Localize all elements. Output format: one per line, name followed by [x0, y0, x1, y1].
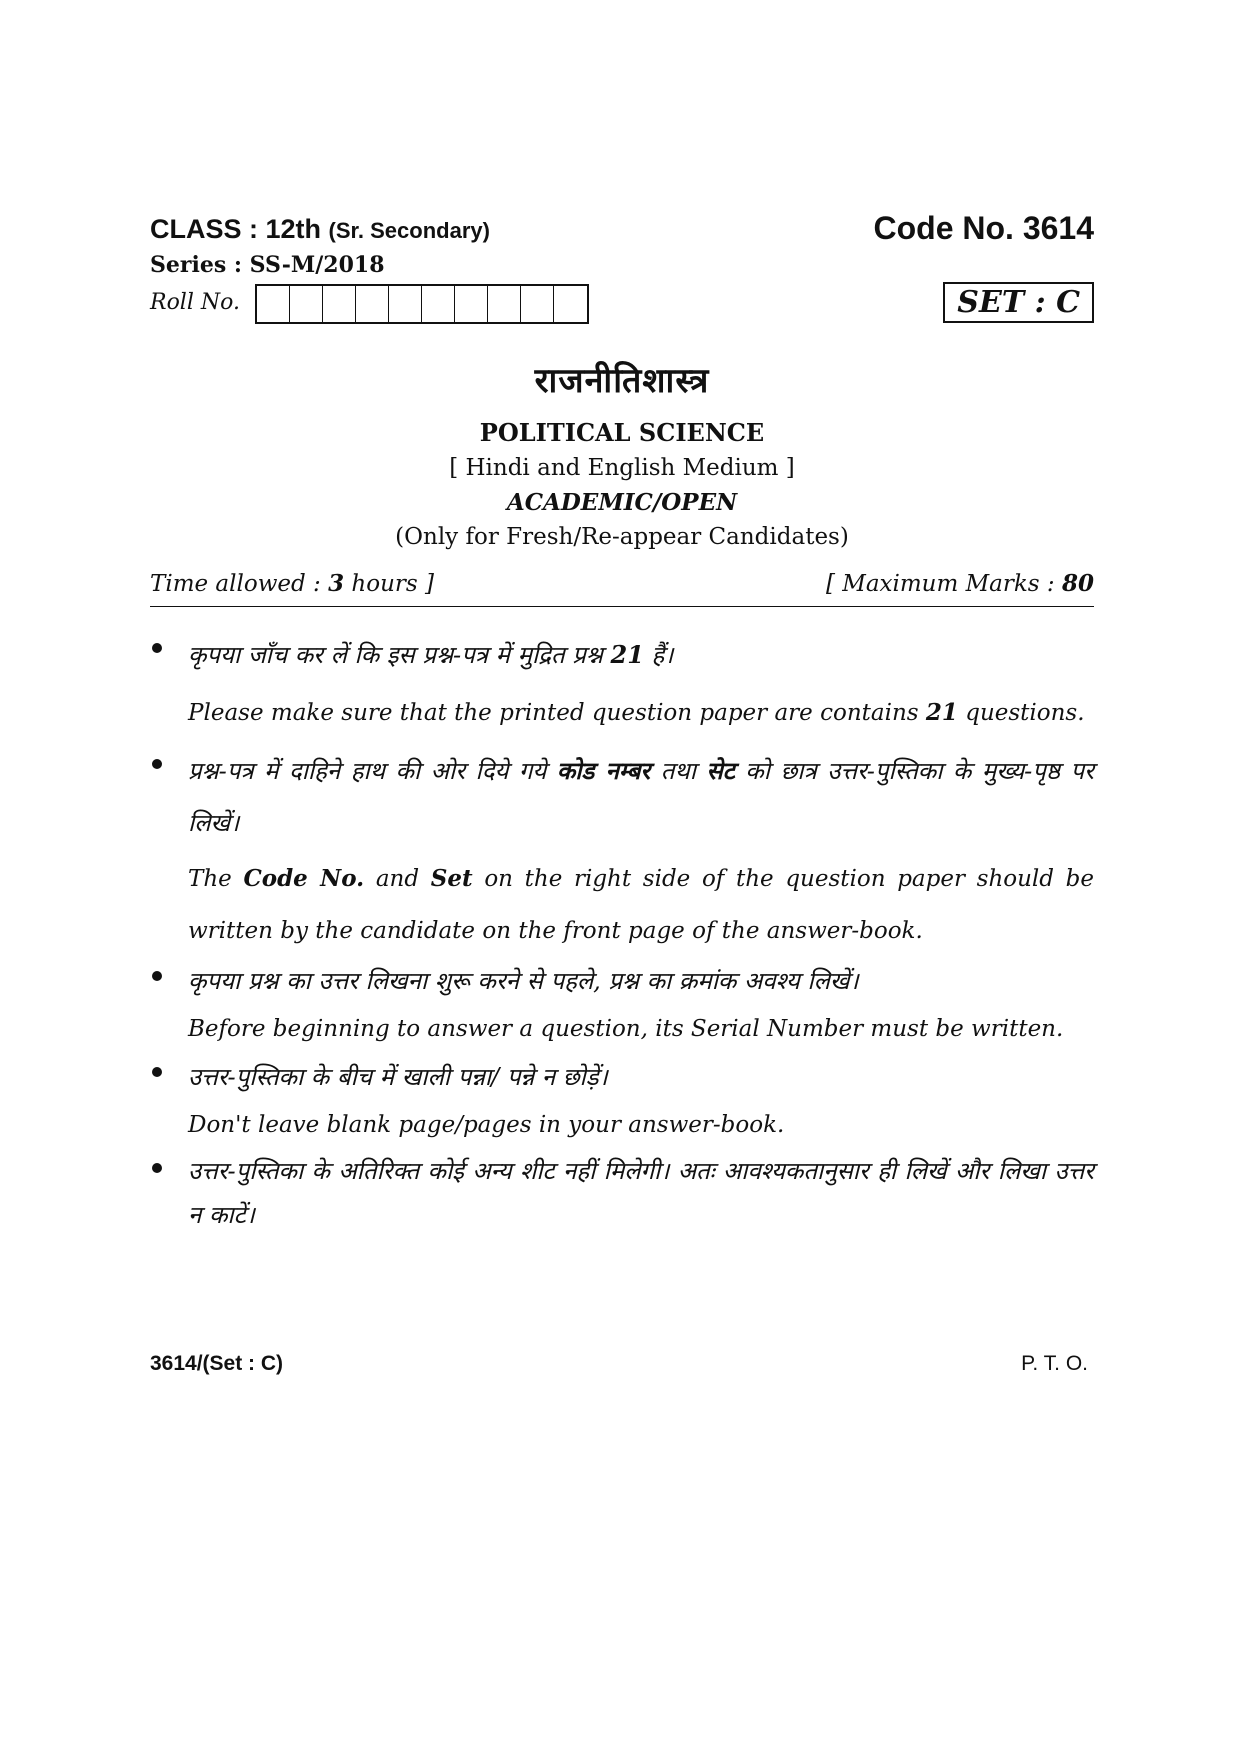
roll-digit-box — [323, 286, 356, 322]
text: on the right side of the question paper should be written by the candidate on the front page of the answer-book. — [188, 866, 1095, 944]
time-value: 3 — [328, 570, 345, 597]
instruction-item — [150, 957, 1094, 1053]
series-label: Series : SS-M/2018 — [150, 252, 385, 278]
time-suffix: hours ] — [344, 571, 434, 597]
roll-digit-box — [356, 286, 389, 322]
class-label: CLASS : 12th — [150, 214, 322, 244]
question-paper-cover — [150, 210, 1094, 1237]
marks-prefix: [ Maximum Marks : — [825, 571, 1062, 597]
text: Please make sure that the printed question paper are contains — [188, 700, 926, 726]
bullet-icon — [152, 971, 162, 981]
roll-digit-box — [290, 286, 323, 322]
roll-digit-box — [257, 286, 290, 322]
bullet-icon — [152, 759, 162, 769]
set-term: सेट — [706, 756, 735, 785]
text: को छात्र उत्तर-पुस्तिका के मुख्य-पृष्ठ पर लिखें। — [188, 757, 1094, 837]
maximum-marks — [826, 570, 1094, 597]
paper-code-footer: 3614/(Set : C) — [150, 1352, 284, 1375]
text: and — [364, 866, 431, 892]
text: प्रश्न-पत्र में दाहिने हाथ की ओर दिये गये — [188, 757, 557, 785]
instruction-hindi: उत्तर-पुस्तिका के बीच में खाली पन्ना/ पन्ने न छोड़ें। — [188, 1063, 608, 1091]
instruction-item — [150, 1149, 1094, 1237]
marks-value: 80 — [1061, 570, 1094, 597]
instruction-english: Before beginning to answer a question, its Serial Number must be written. — [188, 1016, 1064, 1042]
code-number-term: Code No. — [243, 865, 365, 892]
roll-digit-box — [521, 286, 554, 322]
roll-digit-box — [554, 286, 587, 322]
set-term: Set — [430, 865, 473, 892]
instruction-hindi — [188, 629, 1094, 681]
instruction-english: Don't leave blank page/pages in your answer-book. — [188, 1112, 785, 1138]
instruction-english — [188, 853, 1094, 957]
roll-number-boxes — [255, 284, 589, 324]
roll-digit-box — [455, 286, 488, 322]
time-prefix: Time allowed : — [150, 571, 329, 597]
stream-label: ACADEMIC/OPEN — [506, 489, 738, 516]
instruction-item — [150, 1053, 1094, 1149]
question-count: 21 — [925, 699, 958, 726]
text: तथा — [650, 757, 707, 785]
code-number: Code No. 3614 — [873, 210, 1094, 246]
time-marks-row — [150, 568, 1094, 607]
header-row — [150, 210, 1094, 250]
candidates-note: (Only for Fresh/Re-appear Candidates) — [395, 524, 849, 550]
medium-note: [ Hindi and English Medium ] — [449, 455, 795, 481]
class-line — [150, 214, 490, 245]
instruction-english — [188, 687, 1094, 739]
bullet-icon — [152, 1163, 162, 1173]
hindi-subject-title: राजनीतिशास्त्र — [534, 361, 710, 401]
text: questions. — [957, 700, 1085, 726]
set-badge: SET : C — [943, 282, 1094, 323]
page-footer — [150, 1352, 1088, 1382]
english-subject-title: POLITICAL SCIENCE — [479, 418, 765, 447]
time-allowed — [150, 570, 434, 597]
roll-digit-box — [422, 286, 455, 322]
instruction-item — [150, 629, 1094, 739]
pto-label: P. T. O. — [1021, 1352, 1088, 1375]
roll-digit-box — [389, 286, 422, 322]
roll-digit-box — [488, 286, 521, 322]
text: The — [188, 866, 244, 892]
class-suffix: (Sr. Secondary) — [328, 218, 490, 243]
instruction-hindi: कृपया प्रश्न का उत्तर लिखना शुरू करने से पहले, प्रश्न का क्रमांक अवश्य लिखें। — [188, 967, 859, 995]
roll-row — [150, 284, 1094, 328]
instructions-list — [150, 629, 1094, 1237]
code-number-term: कोड नम्बर — [556, 756, 651, 785]
roll-number-label: Roll No. — [150, 290, 240, 315]
instruction-item — [150, 745, 1094, 957]
instruction-hindi — [188, 745, 1094, 849]
question-count: 21 — [610, 640, 644, 669]
bullet-icon — [152, 1067, 162, 1077]
text: कृपया जाँच कर लें कि इस प्रश्न-पत्र में मुद्रित प्रश्न — [188, 641, 611, 669]
instruction-hindi: उत्तर-पुस्तिका के अतिरिक्त कोई अन्य शीट नहीं मिलेगी। अतः आवश्यकतानुसार ही लिखें और लिखा उत्तर न काटें। — [188, 1157, 1094, 1229]
bullet-icon — [152, 643, 162, 653]
text: हैं। — [643, 641, 674, 669]
